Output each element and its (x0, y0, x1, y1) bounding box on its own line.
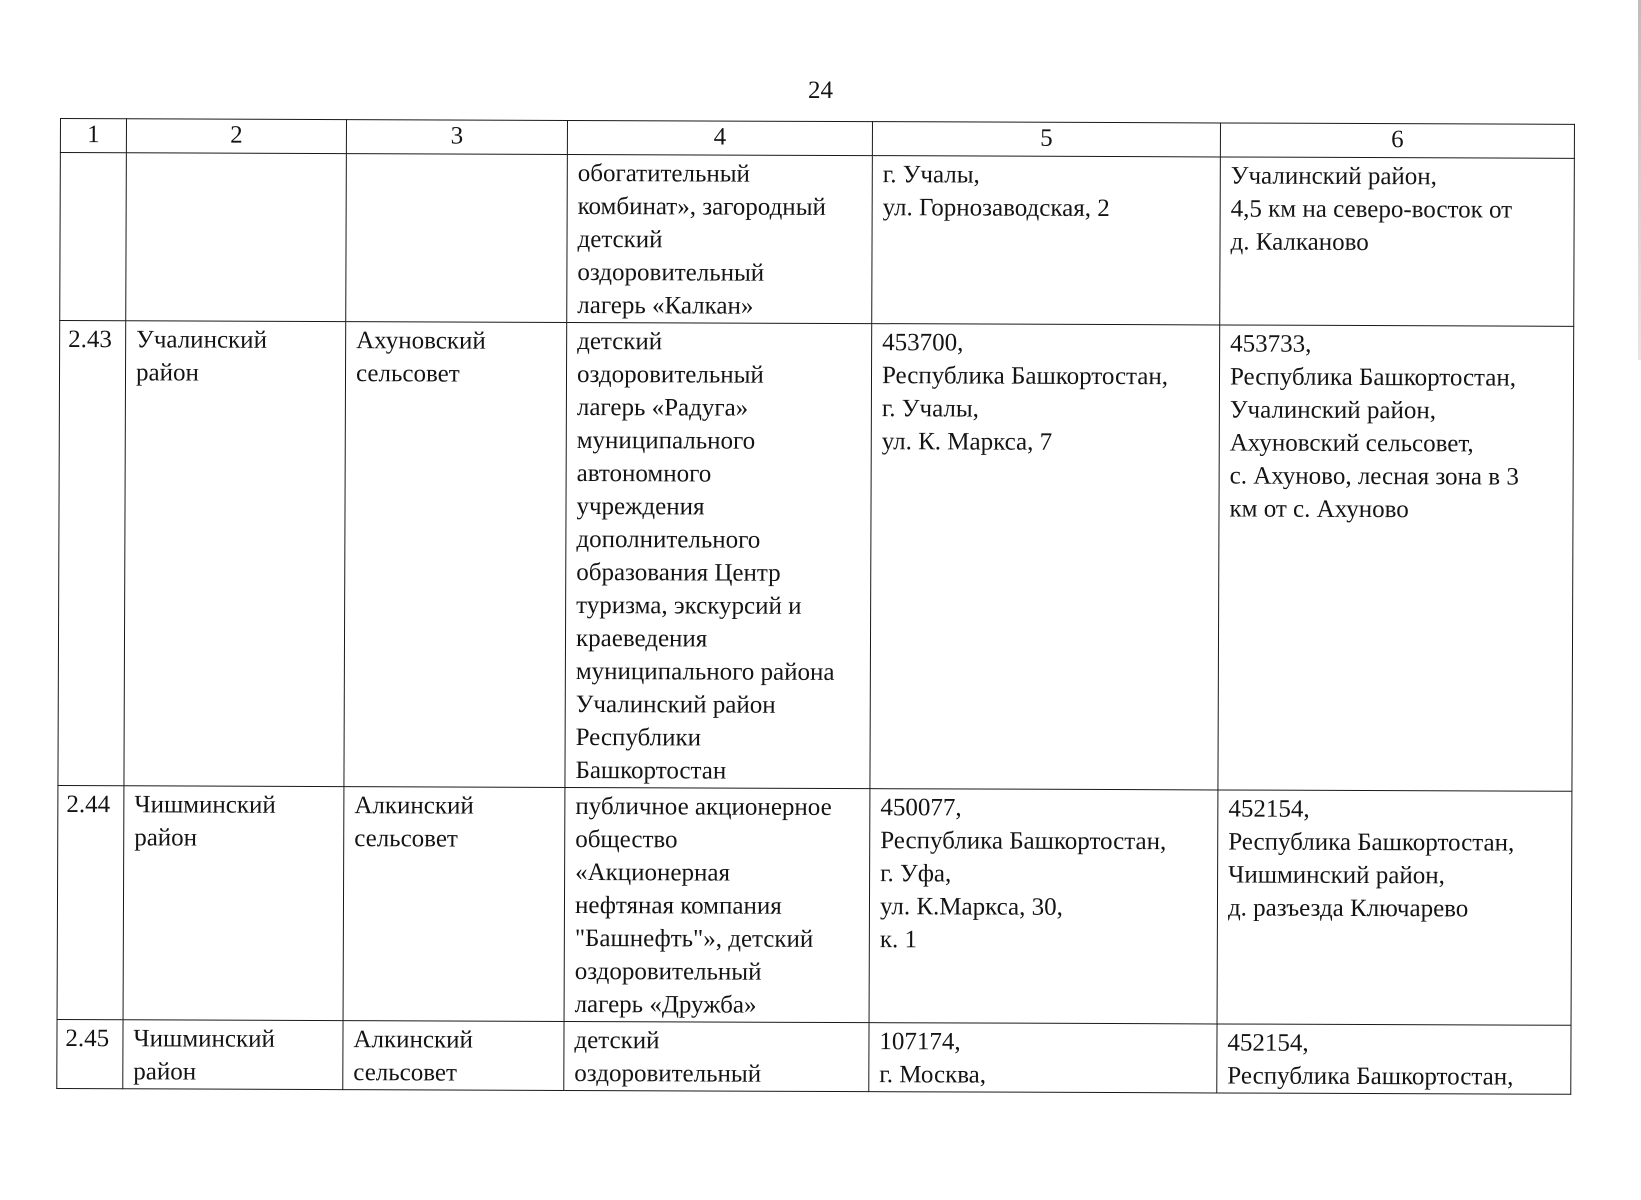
text-line: детский (577, 225, 663, 254)
text-line: Республика Башкортостан, (1229, 363, 1517, 392)
text-line: «Акционерная (575, 858, 731, 887)
cell-organization (565, 322, 872, 788)
text-line: 453700, (882, 329, 964, 357)
cell-legal-address (869, 1023, 1217, 1093)
header-cell-4: 4 (567, 120, 872, 155)
cell-district (124, 321, 346, 787)
text-line: д. разъезда Ключарево (1227, 894, 1469, 923)
data-table (56, 118, 1575, 1095)
cell-location (1218, 325, 1574, 791)
cell-district (123, 1020, 343, 1090)
table-row-continuation (60, 153, 1575, 327)
cell-district (126, 153, 347, 322)
text-line: Учалинский район, (1229, 396, 1437, 425)
text-line: сельсовет (355, 360, 460, 388)
text-line: "Башнефть"», детский (574, 924, 814, 953)
page-number: 24 (808, 77, 833, 104)
cell-number: 2.43 (58, 321, 126, 786)
text-line: Республика Башкортостан, (1228, 828, 1515, 857)
cell-council (343, 1021, 564, 1091)
text-line: обогатительный (577, 159, 751, 188)
text-line: Учалинский (136, 326, 268, 354)
text-line: нефтяная компания (574, 891, 782, 920)
cell-location (1217, 790, 1572, 1025)
text-line: с. Ахуново, лесная зона в 3 (1229, 462, 1519, 491)
header-cell-6: 6 (1220, 123, 1574, 158)
text-line: оздоровительный (574, 957, 762, 986)
text-line: краеведения (575, 624, 708, 653)
text-line: оздоровительный (576, 360, 764, 389)
text-line: г. Москва, (879, 1061, 987, 1089)
text-line: Алкинский (353, 1026, 473, 1054)
table-header-row (60, 119, 1574, 159)
text-line: муниципального (576, 426, 756, 455)
text-line: 107174, (879, 1028, 961, 1056)
text-line: Ахуновский (356, 327, 486, 355)
text-line: д. Калканово (1230, 228, 1369, 257)
text-line: ул. К. Маркса, 7 (881, 428, 1053, 456)
text-line: Башкортостан (575, 756, 727, 785)
text-line: район (134, 824, 198, 852)
text-line: Чишминский район, (1228, 861, 1445, 890)
cell-district (123, 786, 344, 1021)
text-line: оздоровительный (574, 1059, 762, 1088)
cell-council (346, 154, 568, 323)
text-line: образования Центр (576, 558, 781, 587)
cell-location (1220, 157, 1575, 326)
cell-council (344, 322, 567, 788)
cell-legal-address (872, 156, 1221, 325)
cell-organization (564, 787, 870, 1022)
table-row-2-44 (57, 785, 1572, 1025)
cell-number (60, 153, 127, 321)
cell-council (343, 787, 565, 1022)
text-line: Алкинский (354, 792, 474, 820)
text-line: г. Уфа, (880, 860, 952, 888)
header-cell-5: 5 (872, 122, 1220, 157)
text-line: Республики (575, 723, 702, 752)
text-line: 452154, (1227, 1029, 1309, 1057)
text-line: 4,5 км на северо-восток от (1230, 195, 1513, 224)
text-line: 453733, (1230, 330, 1312, 358)
header-cell-1: 1 (60, 119, 126, 153)
table-row-2-45 (57, 1019, 1571, 1094)
cell-location (1217, 1024, 1571, 1094)
text-line: детский (577, 327, 663, 356)
cell-legal-address (870, 324, 1220, 790)
text-line: км от с. Ахуново (1229, 495, 1409, 524)
cell-number: 2.45 (57, 1019, 123, 1088)
cell-number: 2.44 (57, 785, 124, 1019)
header-cell-3: 3 (346, 120, 567, 155)
text-line: сельсовет (353, 1059, 458, 1087)
text-line: туризма, экскурсий и (576, 591, 802, 620)
text-line: Учалинский район (575, 690, 776, 719)
text-line: район (133, 1058, 197, 1086)
text-line: Ахуновский сельсовет, (1229, 429, 1474, 458)
cell-organization (567, 154, 873, 323)
text-line: учреждения (576, 492, 705, 521)
text-line: район (135, 359, 199, 387)
text-line: автономного (576, 459, 712, 488)
text-line: Учалинский район, (1230, 162, 1438, 191)
text-line: Республика Башкортостан, (880, 827, 1167, 856)
header-cell-2: 2 (126, 119, 346, 154)
text-line: лагерь «Калкан» (577, 291, 754, 320)
text-line: лагерь «Радуга» (576, 393, 749, 422)
text-line: ул. Горнозаводская, 2 (882, 194, 1110, 223)
text-line: Чишминский (134, 791, 276, 819)
cell-organization (564, 1021, 869, 1091)
text-line: Республика Башкортостан, (881, 362, 1169, 391)
text-line: дополнительного (576, 525, 761, 554)
text-line: детский (574, 1026, 660, 1055)
table-row-2-43 (58, 321, 1574, 792)
text-line: г. Учалы, (881, 395, 979, 423)
text-line: лагерь «Дружба» (574, 990, 757, 1019)
text-line: к. 1 (879, 926, 918, 954)
text-line: г. Учалы, (882, 161, 980, 189)
text-line: 450077, (880, 794, 962, 822)
cell-legal-address (869, 789, 1218, 1024)
text-line: Республика Башкортостан, (1227, 1062, 1514, 1091)
text-line: 452154, (1228, 795, 1310, 823)
text-line: публичное акционерное (575, 792, 832, 821)
text-line: Чишминский (133, 1025, 275, 1053)
text-line: сельсовет (354, 825, 458, 853)
text-line: комбинат», загородный (577, 192, 826, 221)
text-line: ул. К.Маркса, 30, (879, 893, 1063, 921)
text-line: муниципального района (575, 657, 835, 686)
text-line: оздоровительный (577, 258, 765, 287)
text-line: общество (575, 825, 678, 854)
